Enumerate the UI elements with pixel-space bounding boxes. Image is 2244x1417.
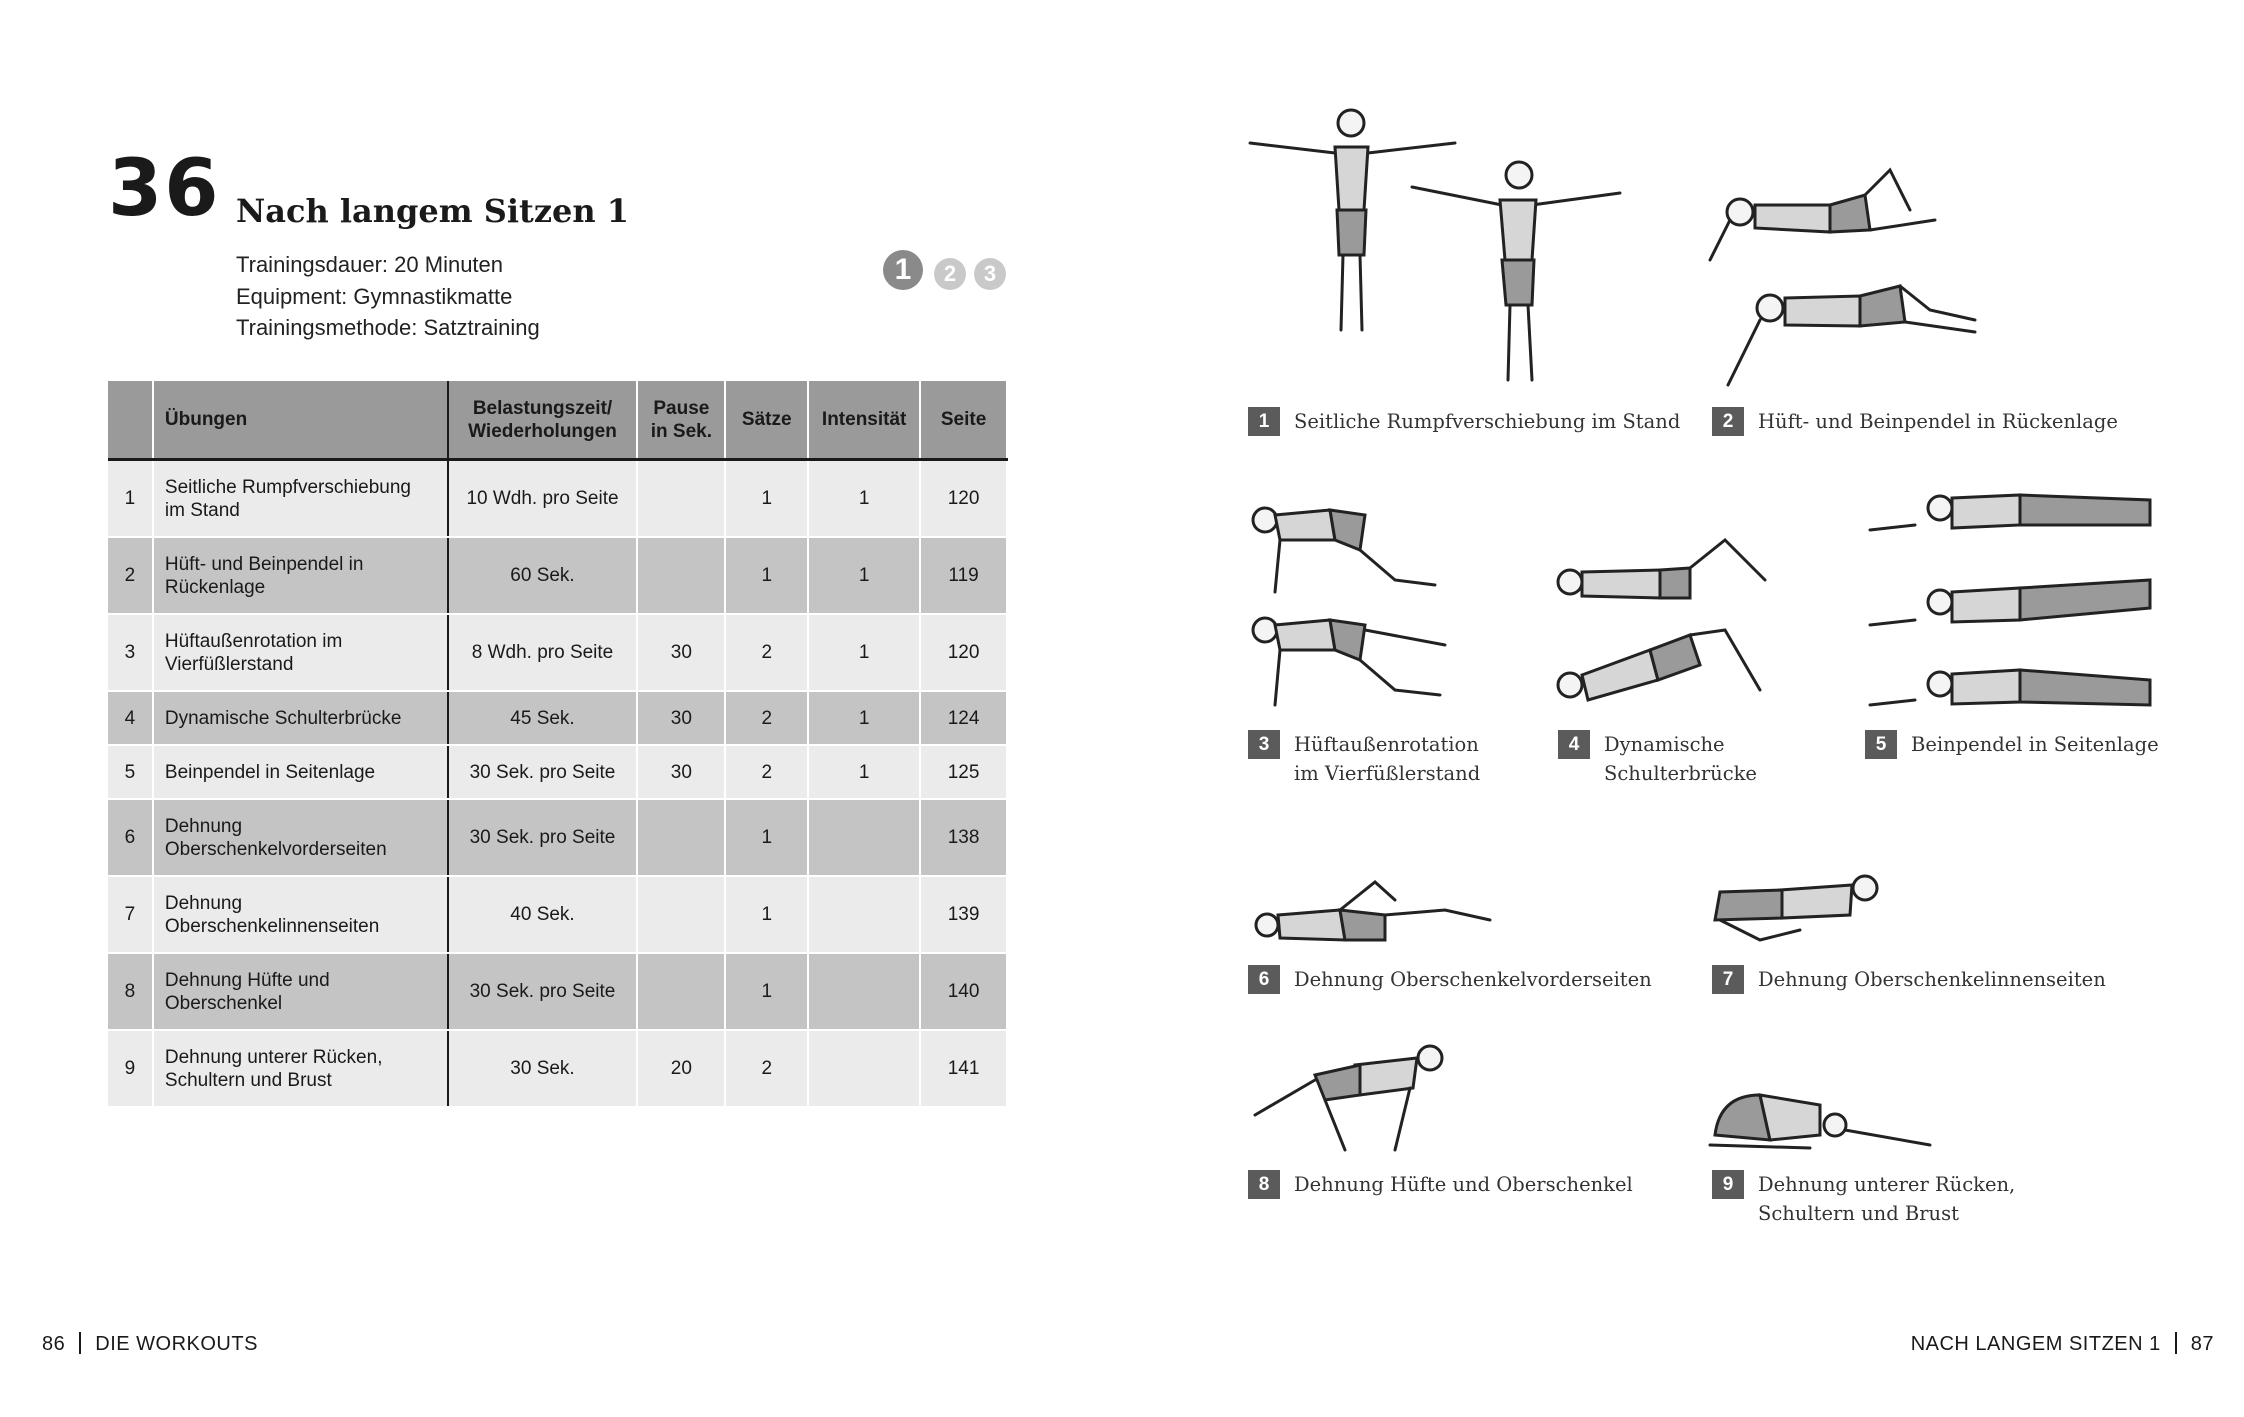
footer-divider (2175, 1332, 2177, 1354)
workout-number: 36 (108, 144, 221, 234)
cell-nr: 9 (108, 1030, 153, 1107)
cell-intensity (808, 799, 920, 876)
cell-pause: 30 (637, 745, 725, 799)
cell-load: 40 Sek. (448, 876, 638, 953)
cell-page: 124 (920, 691, 1007, 745)
caption-7: 7 Dehnung Oberschenkelinnenseiten (1712, 965, 2106, 994)
meta-duration: Trainingsdauer: 20 Minuten (236, 252, 504, 277)
table-row (108, 799, 1007, 876)
exercise-5-illustration (1860, 480, 2160, 720)
cell-intensity: 1 (808, 745, 920, 799)
exercise-7-illustration (1700, 870, 1900, 950)
caption-9: 9 Dehnung unterer Rücken, Schultern und Brust (1712, 1170, 2015, 1228)
table-row (108, 745, 1007, 799)
cell-nr: 6 (108, 799, 153, 876)
exercise-9-illustration (1700, 1080, 1940, 1160)
cell-intensity (808, 953, 920, 1030)
caption-6: 6 Dehnung Oberschenkelvorderseiten (1248, 965, 1652, 994)
cell-sets: 1 (725, 799, 808, 876)
cell-intensity: 1 (808, 537, 920, 614)
cell-nr: 2 (108, 537, 153, 614)
caption-1: 1 Seitliche Rumpfverschiebung im Stand (1248, 407, 1680, 436)
page-number-right: 87 (2190, 1333, 2214, 1355)
workout-table (108, 381, 1008, 1108)
cell-pause (637, 460, 725, 538)
cell-page: 140 (920, 953, 1007, 1030)
cell-page: 141 (920, 1030, 1007, 1107)
exercise-2-illustration (1700, 150, 2000, 390)
cell-load: 60 Sek. (448, 537, 638, 614)
cell-pause (637, 799, 725, 876)
caption-3: 3 Hüftaußenrotation im Vierfüßlerstand (1248, 730, 1480, 788)
cell-page: 125 (920, 745, 1007, 799)
caption-9-badge: 9 (1712, 1170, 1744, 1199)
caption-5-badge: 5 (1865, 730, 1897, 759)
cell-exercise: Dehnung unterer Rücken, Schultern und Brust (153, 1030, 448, 1107)
cell-pause (637, 876, 725, 953)
table-row (108, 460, 1007, 538)
caption-6-badge: 6 (1248, 965, 1280, 994)
cell-exercise: Hüftaußenrotation im Vierfüßlerstand (153, 614, 448, 691)
cell-nr: 4 (108, 691, 153, 745)
cell-page: 119 (920, 537, 1007, 614)
meta-equipment: Equipment: Gymnastikmatte (236, 284, 513, 309)
cell-exercise: Dehnung Oberschenkelvorderseiten (153, 799, 448, 876)
footer-right (1911, 1332, 2214, 1356)
cell-pause: 20 (637, 1030, 725, 1107)
col-pause: Pause in Sek. (637, 381, 725, 460)
exercise-4-illustration (1550, 520, 1790, 720)
cell-nr: 5 (108, 745, 153, 799)
col-nr (108, 381, 153, 460)
caption-1-badge: 1 (1248, 407, 1280, 436)
caption-8-badge: 8 (1248, 1170, 1280, 1199)
table-row (108, 876, 1007, 953)
level-2-badge: 2 (934, 258, 966, 290)
page-number-left: 86 (42, 1333, 66, 1355)
cell-exercise: Dehnung Hüfte und Oberschenkel (153, 953, 448, 1030)
cell-page: 120 (920, 460, 1007, 538)
cell-nr: 3 (108, 614, 153, 691)
cell-exercise: Beinpendel in Seitenlage (153, 745, 448, 799)
cell-load: 30 Sek. (448, 1030, 638, 1107)
col-belastung: Belastungszeit/ Wiederholungen (448, 381, 638, 460)
cell-exercise: Dehnung Oberschenkelinnenseiten (153, 876, 448, 953)
caption-3-badge: 3 (1248, 730, 1280, 759)
cell-pause: 30 (637, 691, 725, 745)
caption-2: 2 Hüft- und Beinpendel in Rückenlage (1712, 407, 2118, 436)
cell-sets: 1 (725, 537, 808, 614)
col-intensitaet: Intensität (808, 381, 920, 460)
col-saetze: Sätze (725, 381, 808, 460)
cell-nr: 7 (108, 876, 153, 953)
meta-method: Trainingsmethode: Satztraining (236, 315, 540, 340)
level-3-badge: 3 (974, 258, 1006, 290)
cell-load: 45 Sek. (448, 691, 638, 745)
footer-divider (79, 1332, 81, 1354)
col-uebungen: Übungen (153, 381, 448, 460)
table-row (108, 1030, 1007, 1107)
table-row (108, 691, 1007, 745)
cell-exercise: Seitliche Rumpfverschiebung im Stand (153, 460, 448, 538)
cell-intensity (808, 1030, 920, 1107)
cell-load: 30 Sek. pro Seite (448, 953, 638, 1030)
exercise-1-illustration (1240, 105, 1640, 395)
caption-5: 5 Beinpendel in Seitenlage (1865, 730, 2159, 759)
exercise-3-illustration (1245, 500, 1465, 720)
cell-page: 120 (920, 614, 1007, 691)
footer-left (42, 1332, 258, 1356)
cell-intensity: 1 (808, 691, 920, 745)
cell-pause (637, 953, 725, 1030)
section-title-left: DIE WORKOUTS (95, 1333, 258, 1355)
cell-pause (637, 537, 725, 614)
col-seite: Seite (920, 381, 1007, 460)
cell-sets: 1 (725, 953, 808, 1030)
exercise-8-illustration (1245, 1040, 1465, 1160)
workout-title: Nach langem Sitzen 1 (236, 192, 630, 230)
table-header-row (108, 381, 1007, 460)
cell-exercise: Dynamische Schulterbrücke (153, 691, 448, 745)
cell-load: 8 Wdh. pro Seite (448, 614, 638, 691)
cell-intensity: 1 (808, 614, 920, 691)
level-1-badge: 1 (883, 250, 923, 290)
cell-exercise: Hüft- und Beinpendel in Rückenlage (153, 537, 448, 614)
caption-2-badge: 2 (1712, 407, 1744, 436)
caption-4-badge: 4 (1558, 730, 1590, 759)
cell-nr: 1 (108, 460, 153, 538)
cell-page: 139 (920, 876, 1007, 953)
table-row (108, 537, 1007, 614)
table-row (108, 614, 1007, 691)
cell-page: 138 (920, 799, 1007, 876)
cell-sets: 2 (725, 745, 808, 799)
cell-sets: 2 (725, 691, 808, 745)
exercise-6-illustration (1245, 870, 1505, 950)
caption-8: 8 Dehnung Hüfte und Oberschenkel (1248, 1170, 1633, 1199)
cell-load: 30 Sek. pro Seite (448, 799, 638, 876)
cell-nr: 8 (108, 953, 153, 1030)
cell-sets: 1 (725, 876, 808, 953)
cell-intensity (808, 876, 920, 953)
cell-load: 30 Sek. pro Seite (448, 745, 638, 799)
caption-7-badge: 7 (1712, 965, 1744, 994)
cell-sets: 1 (725, 460, 808, 538)
cell-sets: 2 (725, 1030, 808, 1107)
cell-load: 10 Wdh. pro Seite (448, 460, 638, 538)
table-row (108, 953, 1007, 1030)
caption-4: 4 Dynamische Schulterbrücke (1558, 730, 1757, 788)
cell-sets: 2 (725, 614, 808, 691)
cell-intensity: 1 (808, 460, 920, 538)
cell-pause: 30 (637, 614, 725, 691)
section-title-right: NACH LANGEM SITZEN 1 (1910, 1333, 2161, 1355)
